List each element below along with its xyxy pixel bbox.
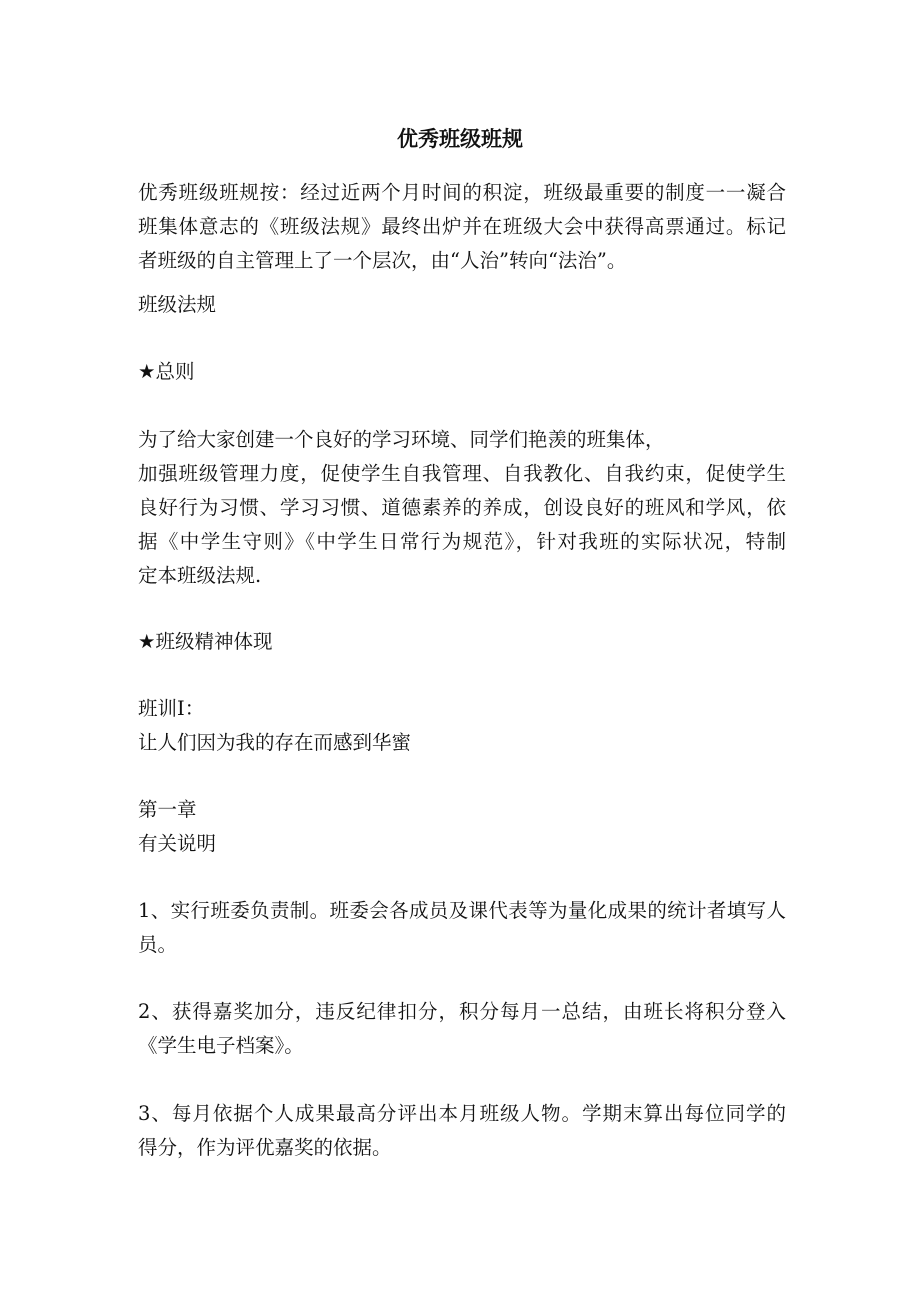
rule-item bbox=[138, 1097, 786, 1165]
intro-line: 班集体意志的《班级法规》最终出炉并在班级大会中获得高票通过。标记 bbox=[138, 215, 786, 238]
motto-label: 班训I： bbox=[138, 697, 205, 720]
general-heading: ★总则 bbox=[138, 360, 195, 383]
motto-text: 让人们因为我的存在而感到华蜜 bbox=[138, 731, 412, 754]
motto-block bbox=[138, 692, 786, 760]
rule-line: 《学生电子档案》。 bbox=[138, 1034, 304, 1057]
general-line: 定本班级法规. bbox=[138, 564, 262, 587]
chapter-heading bbox=[138, 793, 786, 861]
rule-item bbox=[138, 894, 786, 962]
rule-line: 3、每月依据个人成果最高分评出本月班级人物。学期末算出每位同学的 bbox=[138, 1102, 786, 1125]
intro-line: 者班级的自主管理上了一个层次，由“人治”转向“法治”。 bbox=[138, 249, 627, 272]
chapter-number: 第一章 bbox=[138, 798, 197, 821]
general-line: 据《中学生守则》《中学生日常行为规范》，针对我班的实际状况，特制 bbox=[138, 530, 786, 553]
document-title: 优秀班级班规 bbox=[397, 127, 523, 151]
rule-item bbox=[138, 995, 786, 1063]
intro-paragraph bbox=[138, 176, 786, 278]
rule-line: 员。 bbox=[138, 933, 178, 956]
rule-line: 得分，作为评优嘉奖的依据。 bbox=[138, 1136, 392, 1159]
rule-line: 1、实行班委负责制。班委会各成员及课代表等为量化成果的统计者填写人 bbox=[138, 899, 786, 922]
general-line: 为了给大家创建一个良好的学习环境、同学们艳羡的班集体， bbox=[138, 428, 665, 451]
section-heading-regulations: 班级法规 bbox=[138, 293, 217, 316]
chapter-title: 有关说明 bbox=[138, 832, 217, 855]
spirit-heading: ★班级精神体现 bbox=[138, 630, 273, 653]
rule-line: 2、获得嘉奖加分，违反纪律扣分，积分每月一总结，由班长将积分登入 bbox=[138, 1000, 786, 1023]
general-line: 加强班级管理力度，促使学生自我管理、自我教化、自我约束，促使学生 bbox=[138, 462, 786, 485]
general-paragraph bbox=[138, 423, 786, 593]
general-line: 良好行为习惯、学习习惯、道德素养的养成，创设良好的班风和学风，依 bbox=[138, 496, 786, 519]
intro-line: 优秀班级班规按：经过近两个月时间的积淀，班级最重要的制度一一凝合 bbox=[138, 181, 786, 204]
